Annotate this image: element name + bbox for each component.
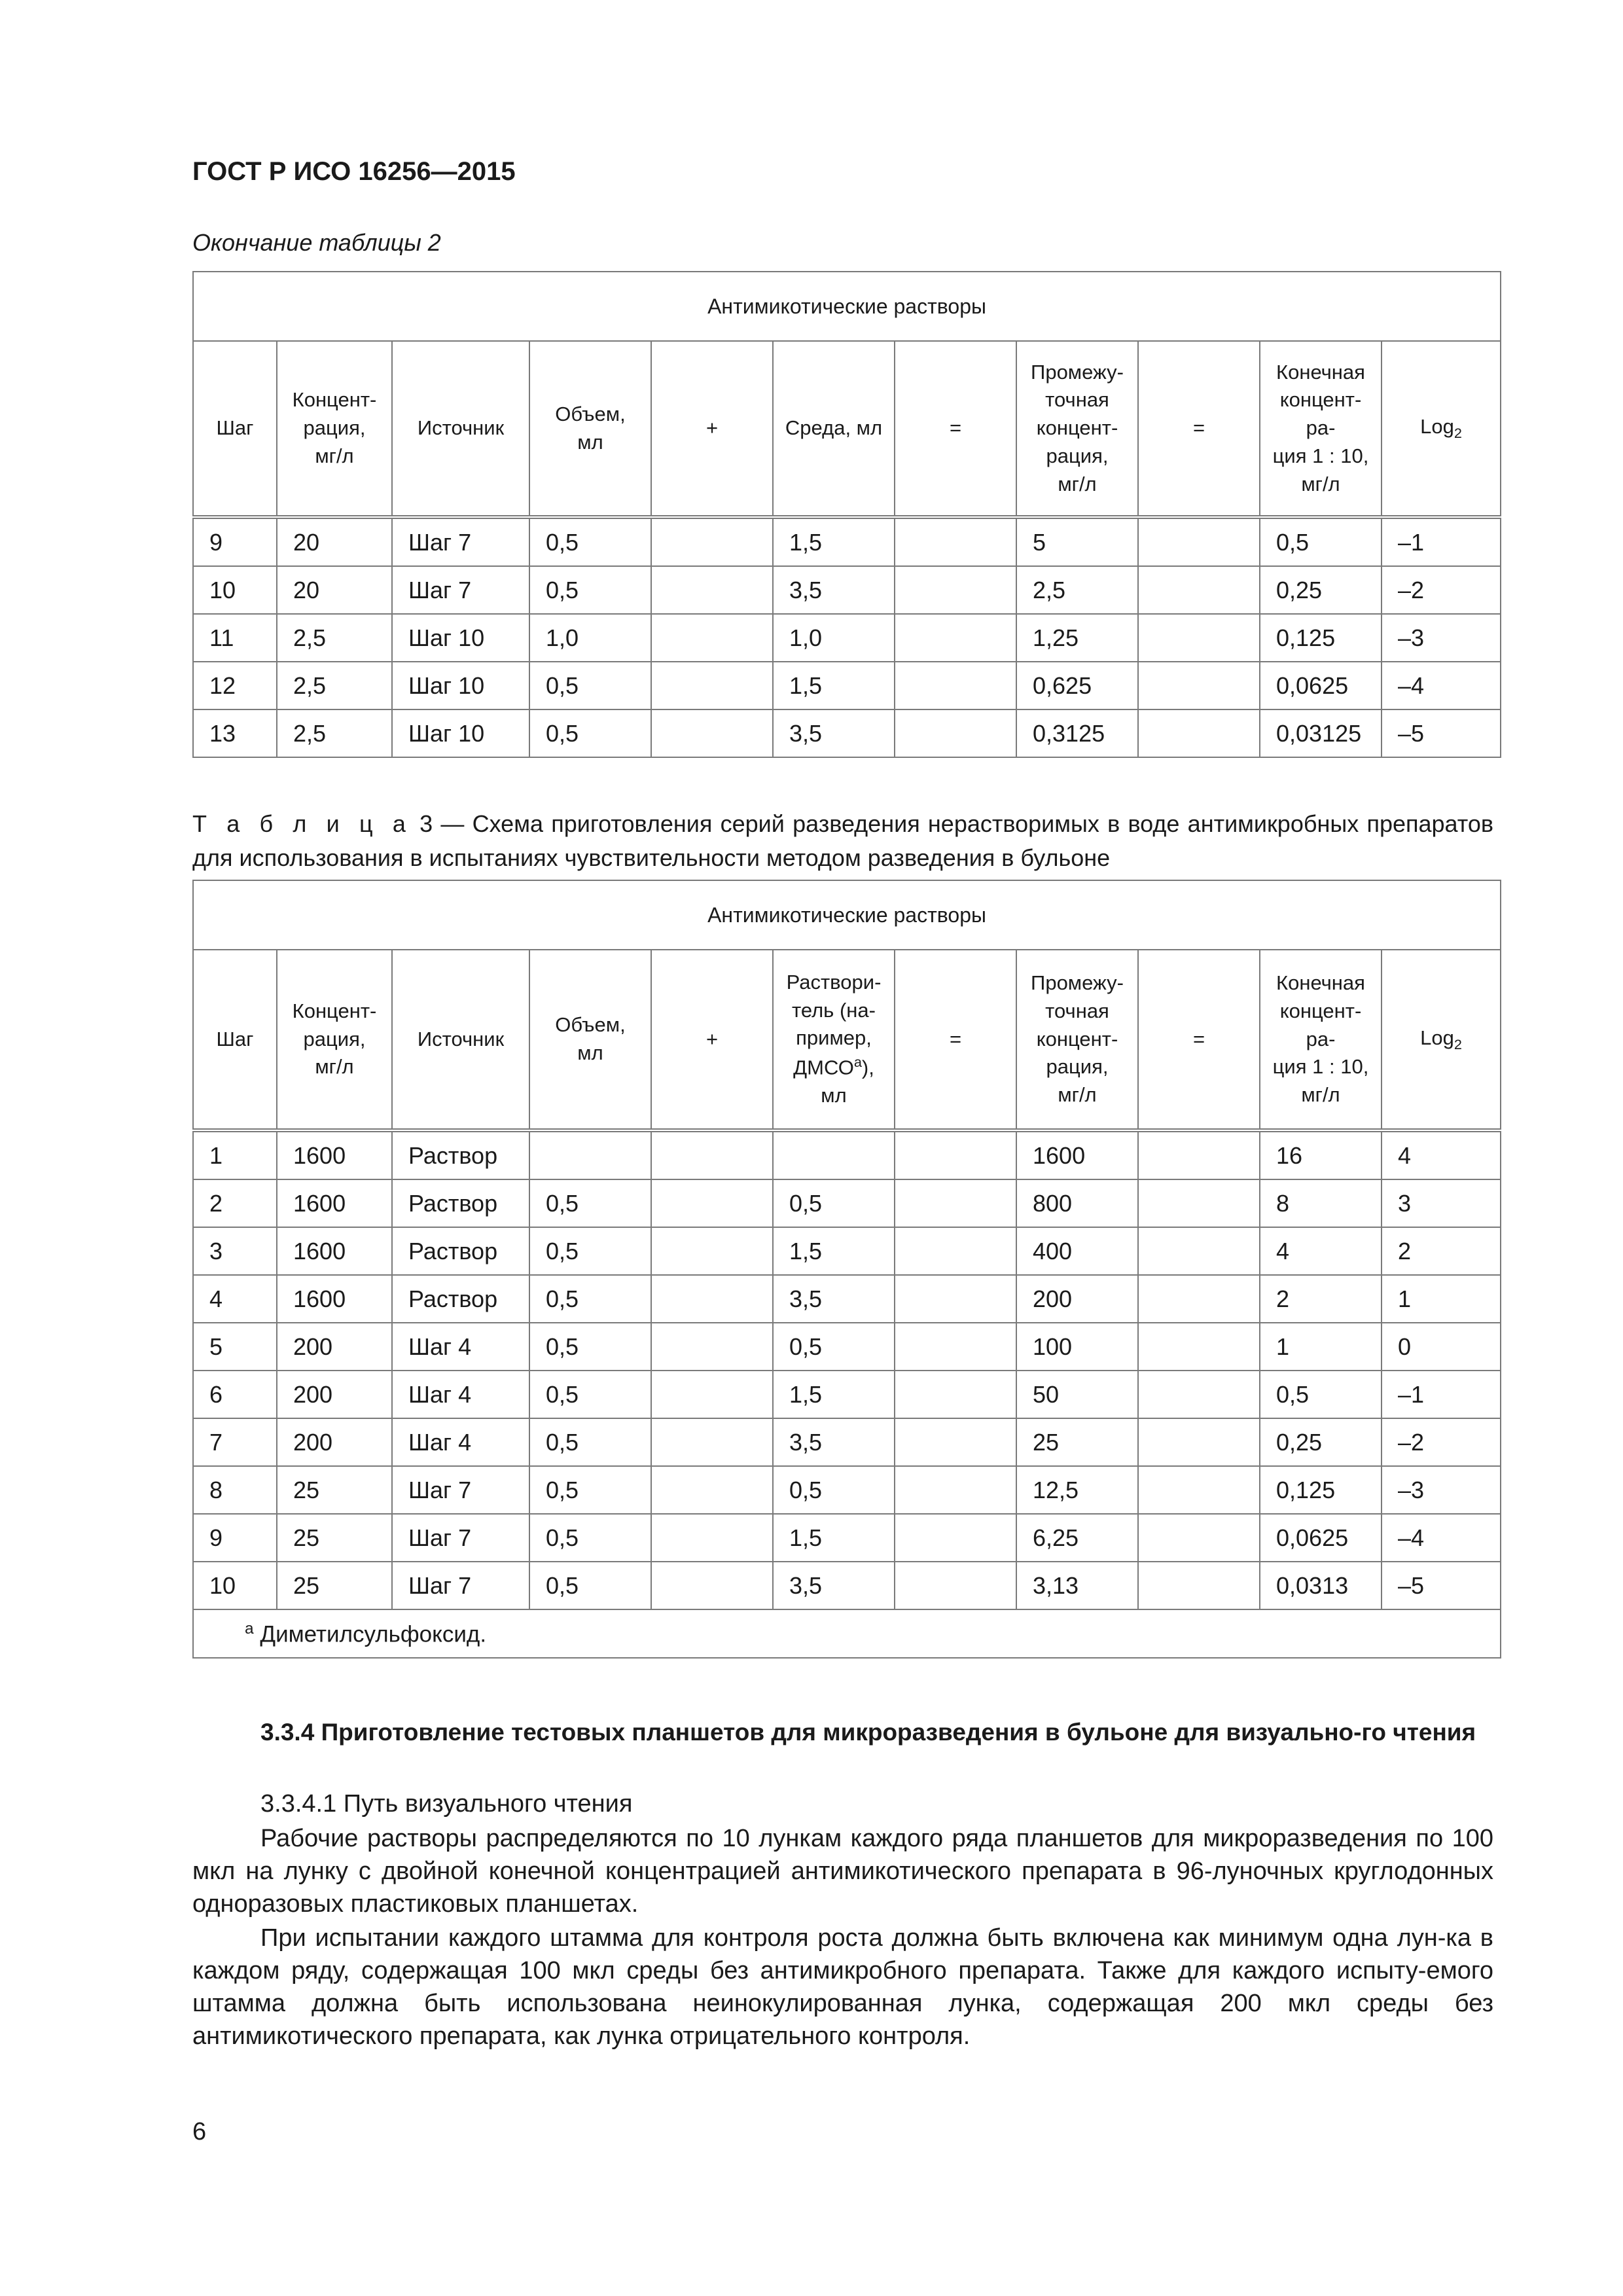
- table-cell: –3: [1382, 1466, 1501, 1514]
- table-cell: 12: [193, 662, 277, 709]
- table-cell: 200: [1016, 1275, 1138, 1323]
- table-cell: 1: [1382, 1275, 1501, 1323]
- table-cell: 2: [193, 1179, 277, 1227]
- table-cell: 12,5: [1016, 1466, 1138, 1514]
- table-cell: 200: [277, 1323, 392, 1371]
- column-header-log2: Log$_2$: [1382, 341, 1501, 517]
- table-cell: Шаг 7: [392, 1562, 529, 1609]
- table-cell: Раствор: [392, 1275, 529, 1323]
- table-cell: [895, 1466, 1016, 1514]
- table-row: [193, 614, 1501, 662]
- table-cell: [651, 1466, 773, 1514]
- table-cell: Шаг 4: [392, 1371, 529, 1418]
- table-cell: –5: [1382, 709, 1501, 757]
- table-cell: 25: [277, 1466, 392, 1514]
- table-cell: [895, 1227, 1016, 1275]
- table-cell: 1600: [277, 1130, 392, 1179]
- table-cell: Шаг 7: [392, 517, 529, 566]
- table-cell: 2: [1260, 1275, 1382, 1323]
- column-header: Шаг: [193, 341, 277, 517]
- table-cell: –2: [1382, 566, 1501, 614]
- table-cell: [773, 1130, 895, 1179]
- table-cell: 10: [193, 566, 277, 614]
- subsection-heading: 3.3.4.1 Путь визуального чтения: [260, 1790, 633, 1818]
- column-header: Источник: [392, 341, 529, 517]
- table-cell: Шаг 7: [392, 1466, 529, 1514]
- table-cell: Шаг 10: [392, 709, 529, 757]
- column-header: =: [895, 341, 1016, 517]
- table-cell: [895, 1418, 1016, 1466]
- table-row: [193, 1130, 1501, 1179]
- table-cell: 1600: [1016, 1130, 1138, 1179]
- table-cell: [895, 1130, 1016, 1179]
- table-cell: 0,5: [529, 1418, 651, 1466]
- table-row: [193, 709, 1501, 757]
- table-row: [193, 1323, 1501, 1371]
- table-cell: 2,5: [1016, 566, 1138, 614]
- table-cell: 20: [277, 517, 392, 566]
- table-cell: 0,5: [529, 709, 651, 757]
- table-cell: Шаг 4: [392, 1418, 529, 1466]
- table-cell: 1,5: [773, 1227, 895, 1275]
- table-cell: 10: [193, 1562, 277, 1609]
- table-cell: 0,5: [1260, 517, 1382, 566]
- column-header: Среда, мл: [773, 341, 895, 517]
- table-cell: 400: [1016, 1227, 1138, 1275]
- table-cell: [1138, 1371, 1260, 1418]
- table-cell: [895, 1275, 1016, 1323]
- table-cell: 0,5: [529, 1323, 651, 1371]
- table-cell: 8: [1260, 1179, 1382, 1227]
- table-cell: [651, 1514, 773, 1562]
- table-cell: 0,5: [529, 1179, 651, 1227]
- table-cell: 25: [277, 1562, 392, 1609]
- table-cell: [1138, 517, 1260, 566]
- table-cell: [1138, 1514, 1260, 1562]
- table-cell: [895, 566, 1016, 614]
- table-cell: 2: [1382, 1227, 1501, 1275]
- table-cell: 1: [1260, 1323, 1382, 1371]
- table-cell: 0,0625: [1260, 662, 1382, 709]
- table-cell: 200: [277, 1418, 392, 1466]
- table-cell: [651, 1418, 773, 1466]
- table-cell: 6,25: [1016, 1514, 1138, 1562]
- table-cell: 2,5: [277, 614, 392, 662]
- table-cell: 0,03125: [1260, 709, 1382, 757]
- table-cell: [651, 1275, 773, 1323]
- column-header: Промежу- точная концент- рация, мг/л: [1016, 950, 1138, 1130]
- table-cell: [1138, 1130, 1260, 1179]
- paragraph: Рабочие растворы распределяются по 10 лункам каждого ряда планшетов для микроразведения по 100 мкл на лунку с двойной конечной концентрацией антимикотического препарата в 96-луночных круглодонных одноразовых пластиковых планшетах.: [192, 1825, 1493, 1918]
- table-cell: 11: [193, 614, 277, 662]
- column-header: Концент- рация, мг/л: [277, 950, 392, 1130]
- table-cell: 200: [277, 1371, 392, 1418]
- table-cell: 0,5: [773, 1179, 895, 1227]
- table-cell: 50: [1016, 1371, 1138, 1418]
- column-header: +: [651, 950, 773, 1130]
- column-header: Промежу- точная концент- рация, мг/л: [1016, 341, 1138, 517]
- table-cell: 0,5: [529, 1371, 651, 1418]
- table-2-end: [192, 271, 1501, 758]
- table-cell: 6: [193, 1371, 277, 1418]
- table-cell: 1,5: [773, 1371, 895, 1418]
- table-cell: 9: [193, 517, 277, 566]
- table-cell: 0,3125: [1016, 709, 1138, 757]
- column-header: Объем, мл: [529, 950, 651, 1130]
- table-cell: [895, 1514, 1016, 1562]
- table-row: [193, 1275, 1501, 1323]
- table-cell: 0,5: [529, 1514, 651, 1562]
- column-header: =: [1138, 341, 1260, 517]
- table-span-title: Антимикотические растворы: [193, 272, 1501, 341]
- table-cell: 1600: [277, 1227, 392, 1275]
- table-cell: 0,5: [529, 566, 651, 614]
- column-header: Источник: [392, 950, 529, 1130]
- table-row: [193, 1371, 1501, 1418]
- table-cell: [651, 566, 773, 614]
- table-cell: [529, 1130, 651, 1179]
- table-cell: [895, 517, 1016, 566]
- table-cell: 1,5: [773, 1514, 895, 1562]
- table-cell: 20: [277, 566, 392, 614]
- table-header-row: [193, 341, 1501, 517]
- table-cell: 16: [1260, 1130, 1382, 1179]
- table-cell: [651, 517, 773, 566]
- table-cell: [1138, 662, 1260, 709]
- table-cell: 3: [193, 1227, 277, 1275]
- table-row: [193, 662, 1501, 709]
- table-cell: [1138, 1562, 1260, 1609]
- table-cell: [1138, 1466, 1260, 1514]
- table-cell: 25: [1016, 1418, 1138, 1466]
- page-number: 6: [192, 2118, 207, 2145]
- table-cell: Шаг 10: [392, 614, 529, 662]
- table-cell: 0,5: [529, 1466, 651, 1514]
- column-header: =: [1138, 950, 1260, 1130]
- table-cell: 0,5: [1260, 1371, 1382, 1418]
- table-cell: 0,125: [1260, 1466, 1382, 1514]
- table-cell: 1600: [277, 1275, 392, 1323]
- table-row: [193, 1466, 1501, 1514]
- column-header: Шаг: [193, 950, 277, 1130]
- table-cell: Раствор: [392, 1179, 529, 1227]
- table-cell: 1,25: [1016, 614, 1138, 662]
- table-row: [193, 1514, 1501, 1562]
- table-row: [193, 1562, 1501, 1609]
- table-cell: 0,5: [529, 1275, 651, 1323]
- column-header: +: [651, 341, 773, 517]
- table-cell: 2,5: [277, 662, 392, 709]
- column-header: =: [895, 950, 1016, 1130]
- table-cell: Шаг 7: [392, 566, 529, 614]
- table-row: [193, 566, 1501, 614]
- table-3: [192, 880, 1501, 1659]
- table2-continuation-caption: Окончание таблицы 2: [192, 229, 441, 256]
- table-cell: –4: [1382, 1514, 1501, 1562]
- table-cell: –1: [1382, 517, 1501, 566]
- table-cell: 5: [193, 1323, 277, 1371]
- table-cell: 4: [1382, 1130, 1501, 1179]
- table-cell: 13: [193, 709, 277, 757]
- table-cell: [1138, 1275, 1260, 1323]
- table-row: [193, 517, 1501, 566]
- table-cell: Раствор: [392, 1227, 529, 1275]
- table-row: [193, 1418, 1501, 1466]
- table-cell: [1138, 1227, 1260, 1275]
- table-cell: [1138, 614, 1260, 662]
- table-cell: [651, 1323, 773, 1371]
- table-cell: 0,5: [773, 1323, 895, 1371]
- table-cell: 0,625: [1016, 662, 1138, 709]
- table-cell: [1138, 709, 1260, 757]
- table-cell: 0,5: [529, 1562, 651, 1609]
- table-footnote: $^а$ Диметилсульфоксид.: [193, 1609, 1501, 1658]
- table-cell: [895, 1179, 1016, 1227]
- table-cell: Раствор: [392, 1130, 529, 1179]
- column-header-log2: Log$_2$: [1382, 950, 1501, 1130]
- table-cell: 3,5: [773, 1562, 895, 1609]
- table-cell: 3,5: [773, 1275, 895, 1323]
- table-cell: [651, 1227, 773, 1275]
- table-cell: Шаг 4: [392, 1323, 529, 1371]
- column-header: Конечная концент- ра- ция 1 : 10, мг/л: [1260, 341, 1382, 517]
- table-cell: 1,5: [773, 517, 895, 566]
- table-cell: –5: [1382, 1562, 1501, 1609]
- table-cell: 0,5: [529, 1227, 651, 1275]
- table-cell: [1138, 566, 1260, 614]
- table-cell: 1,0: [529, 614, 651, 662]
- table-cell: 25: [277, 1514, 392, 1562]
- table-header-row: [193, 950, 1501, 1130]
- table-cell: 3,5: [773, 709, 895, 757]
- table-cell: 2,5: [277, 709, 392, 757]
- column-header: Концент- рация, мг/л: [277, 341, 392, 517]
- table-cell: [651, 709, 773, 757]
- table-cell: 0,5: [529, 517, 651, 566]
- table-cell: 1,0: [773, 614, 895, 662]
- table-cell: 4: [1260, 1227, 1382, 1275]
- table-cell: [895, 709, 1016, 757]
- table-cell: 3,13: [1016, 1562, 1138, 1609]
- table-cell: 0,125: [1260, 614, 1382, 662]
- table-cell: 9: [193, 1514, 277, 1562]
- table-cell: 0,5: [773, 1466, 895, 1514]
- table-cell: –2: [1382, 1418, 1501, 1466]
- paragraph: При испытании каждого штамма для контроля роста должна быть включена как минимум одна лун-ка в каждом ряду, содержащая 100 мкл среды без антимикробного препарата. Также для каждого испыту-емого штамма должна быть использована неинокулированная лунка, содержащая 200 мкл среды без антимикотического препарата, как лунка отрицательного контроля.: [192, 1924, 1493, 2050]
- column-header: Конечная концент- ра- ция 1 : 10, мг/л: [1260, 950, 1382, 1130]
- table-cell: [651, 662, 773, 709]
- table-cell: 3: [1382, 1179, 1501, 1227]
- table-cell: [895, 1371, 1016, 1418]
- column-header: Объем, мл: [529, 341, 651, 517]
- table-cell: 0,0313: [1260, 1562, 1382, 1609]
- table-cell: 0,0625: [1260, 1514, 1382, 1562]
- table-cell: [895, 1323, 1016, 1371]
- table-cell: 100: [1016, 1323, 1138, 1371]
- table-cell: [895, 614, 1016, 662]
- table-cell: 3,5: [773, 566, 895, 614]
- table-cell: [1138, 1323, 1260, 1371]
- table-cell: 1600: [277, 1179, 392, 1227]
- table-cell: 7: [193, 1418, 277, 1466]
- table-cell: [651, 1562, 773, 1609]
- table-cell: [1138, 1418, 1260, 1466]
- table-cell: –3: [1382, 614, 1501, 662]
- table3-title: Т а б л и ц а 3 — Схема приготовления серий разведения нерастворимых в воде антимикробных препаратов для использования в испытаниях чувствительности методом разведения в бульоне: [192, 810, 1493, 871]
- table-cell: [895, 1562, 1016, 1609]
- table-cell: –4: [1382, 662, 1501, 709]
- table-cell: 0,25: [1260, 1418, 1382, 1466]
- table-cell: [651, 1371, 773, 1418]
- table-cell: 3,5: [773, 1418, 895, 1466]
- table-cell: [651, 614, 773, 662]
- table-cell: [651, 1130, 773, 1179]
- table-cell: 1,5: [773, 662, 895, 709]
- column-header: Раствори- тель (на- пример, $ДМСО^а$), мл: [773, 950, 895, 1130]
- table-row: [193, 1227, 1501, 1275]
- section-heading: 3.3.4 Приготовление тестовых планшетов для микроразведения в бульоне для визуально-го чтения: [260, 1719, 1476, 1746]
- table-cell: –1: [1382, 1371, 1501, 1418]
- table-cell: 800: [1016, 1179, 1138, 1227]
- table-cell: 0: [1382, 1323, 1501, 1371]
- table-cell: 8: [193, 1466, 277, 1514]
- table-cell: Шаг 7: [392, 1514, 529, 1562]
- table-cell: [895, 662, 1016, 709]
- table-cell: 0,25: [1260, 566, 1382, 614]
- table-cell: 0,5: [529, 662, 651, 709]
- table-cell: Шаг 10: [392, 662, 529, 709]
- table-span-title: Антимикотические растворы: [193, 880, 1501, 950]
- table-cell: 4: [193, 1275, 277, 1323]
- table-cell: 5: [1016, 517, 1138, 566]
- table-cell: [1138, 1179, 1260, 1227]
- table-cell: 1: [193, 1130, 277, 1179]
- table-row: [193, 1179, 1501, 1227]
- page-header: ГОСТ Р ИСО 16256—2015: [192, 157, 516, 186]
- table-cell: [651, 1179, 773, 1227]
